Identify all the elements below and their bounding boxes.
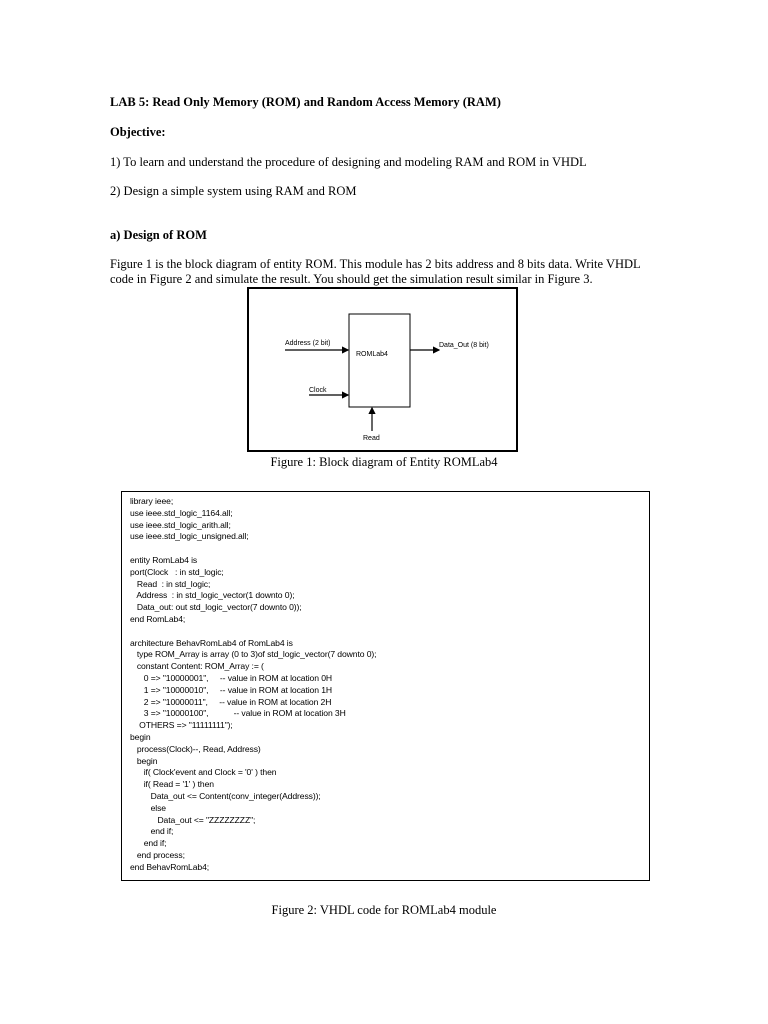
code-line: process(Clock)--, Read, Address) <box>130 743 261 754</box>
page-title: LAB 5: Read Only Memory (ROM) and Random Access Memory (RAM) <box>110 95 501 109</box>
objective-1: 1) To learn and understand the procedure of designing and modeling RAM and ROM in VHDL <box>110 155 587 169</box>
section-heading-rom: a) Design of ROM <box>110 228 207 242</box>
code-line <box>130 626 376 638</box>
block-label: ROMLab4 <box>356 351 388 358</box>
clock-label: Clock <box>309 387 327 394</box>
code-line: end process; <box>130 849 185 860</box>
code-line: OTHERS => "11111111"); <box>130 720 233 731</box>
paragraph-line-2: code in Figure 2 and simulate the result. You should get the simulation result similar in Figure 3. <box>110 272 593 286</box>
code-line: entity RomLab4 is <box>130 554 198 565</box>
code-line: use ieee.std_logic_unsigned.all; <box>130 531 249 542</box>
code-line: library ieee; <box>130 496 174 506</box>
code-line: else <box>130 802 166 813</box>
code-line: 3 => "10000100", -- value in ROM at location 3H <box>130 708 346 719</box>
data-out-label: Data_Out (8 bit) <box>439 342 489 349</box>
block-diagram-svg <box>249 289 516 450</box>
romlab4-block <box>349 314 410 407</box>
code-line: type ROM_Array is array (0 to 3)of std_logic_vector(7 downto 0); <box>130 649 377 660</box>
code-line: architecture BehavRomLab4 of RomLab4 is <box>130 637 293 648</box>
code-line: begin <box>130 731 151 742</box>
code-line: use ieee.std_logic_arith.all; <box>130 519 231 530</box>
code-line: Address : in std_logic_vector(1 downto 0); <box>130 590 295 601</box>
figure1-block-diagram <box>247 287 518 452</box>
code-line: Data_out <= Content(conv_integer(Address)); <box>130 790 321 801</box>
code-line: end if; <box>130 838 167 849</box>
code-line: constant Content: ROM_Array := ( <box>130 661 264 672</box>
address-label: Address (2 bit) <box>285 340 331 347</box>
code-line: 0 => "10000001", -- value in ROM at location 0H <box>130 672 332 683</box>
code-line: Data_out <= "ZZZZZZZZ"; <box>130 814 256 825</box>
code-line: 2 => "10000011", -- value in ROM at location 2H <box>130 696 332 707</box>
objective-2: 2) Design a simple system using RAM and ROM <box>110 184 357 198</box>
code-line: end RomLab4; <box>130 613 186 624</box>
figure1-caption: Figure 1: Block diagram of Entity ROMLab4 <box>270 455 498 469</box>
figure2-caption: Figure 2: VHDL code for ROMLab4 module <box>271 903 497 917</box>
objective-heading: Objective: <box>110 125 166 139</box>
code-line: Read : in std_logic; <box>130 578 211 589</box>
code-line: if( Clock'event and Clock = '0' ) then <box>130 767 277 778</box>
code-line: 1 => "10000010", -- value in ROM at location 1H <box>130 684 332 695</box>
code-line: Data_out: out std_logic_vector(7 downto 0)); <box>130 602 302 613</box>
read-label: Read <box>363 435 380 442</box>
section-paragraph <box>110 257 660 287</box>
code-line: begin <box>130 755 158 766</box>
code-line: use ieee.std_logic_1164.all; <box>130 507 233 518</box>
code-line: end if; <box>130 826 174 837</box>
code-line <box>130 543 376 555</box>
paragraph-line-1: Figure 1 is the block diagram of entity ROM. This module has 2 bits address and 8 bits data. Write VHDL <box>110 257 641 271</box>
vhdl-code <box>130 496 376 874</box>
code-line: end BehavRomLab4; <box>130 861 210 872</box>
figure2-code-box <box>121 491 650 881</box>
code-line: port(Clock : in std_logic; <box>130 566 224 577</box>
code-line: if( Read = '1' ) then <box>130 779 214 790</box>
